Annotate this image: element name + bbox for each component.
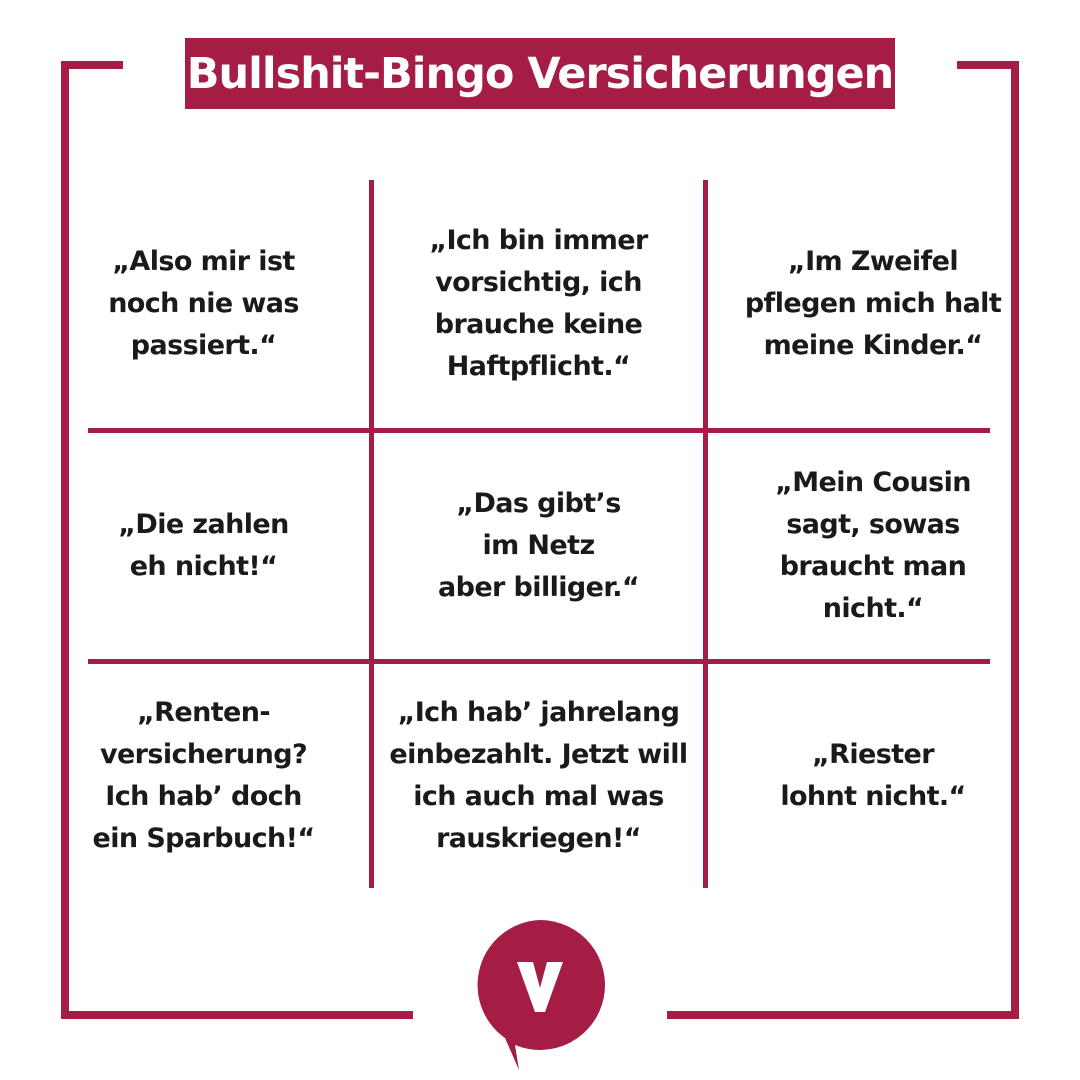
bingo-phrase: „Mein Cousin sagt, sowas braucht man nicht.“	[775, 467, 971, 624]
bingo-phrase: „Ich bin immer vorsichtig, ich brauche keine Haftpflicht.“	[429, 225, 648, 382]
frame-top-left	[61, 61, 123, 69]
frame-bottom-right	[667, 1011, 1019, 1019]
frame-top-right	[957, 61, 1019, 69]
frame-left	[61, 61, 69, 1019]
bingo-phrase: „Also mir ist noch nie was passiert.“	[108, 246, 299, 361]
bingo-cell-9[interactable]	[708, 664, 1038, 888]
bingo-phrase: „Im Zweifel pflegen mich halt meine Kinder.“	[744, 246, 1002, 361]
bingo-cell-1[interactable]	[88, 180, 319, 428]
bingo-cell-2[interactable]	[374, 180, 703, 428]
bingo-cell-4[interactable]	[88, 433, 319, 659]
bingo-cell-5[interactable]	[374, 433, 703, 659]
bingo-cell-6[interactable]	[708, 433, 1038, 659]
bingo-phrase: „Riester lohnt nicht.“	[780, 739, 966, 812]
bingo-cell-3[interactable]	[708, 180, 1038, 428]
bingo-phrase: „Das gibt’s im Netz aber billiger.“	[437, 488, 640, 603]
bingo-cell-8[interactable]	[374, 664, 703, 888]
frame-bottom-left	[61, 1011, 413, 1019]
bingo-phrase: „Renten- versicherung? Ich hab’ doch ein Sparbuch!“	[92, 697, 315, 854]
bingo-cell-7[interactable]	[76, 664, 331, 888]
v-speech-bubble-icon	[475, 920, 605, 1070]
page-title: Bullshit-Bingo Versicherungen	[185, 38, 895, 109]
bingo-phrase: „Die zahlen eh nicht!“	[118, 509, 289, 582]
bingo-phrase: „Ich hab’ jahrelang einbezahlt. Jetzt will ich auch mal was rauskriegen!“	[389, 697, 688, 854]
